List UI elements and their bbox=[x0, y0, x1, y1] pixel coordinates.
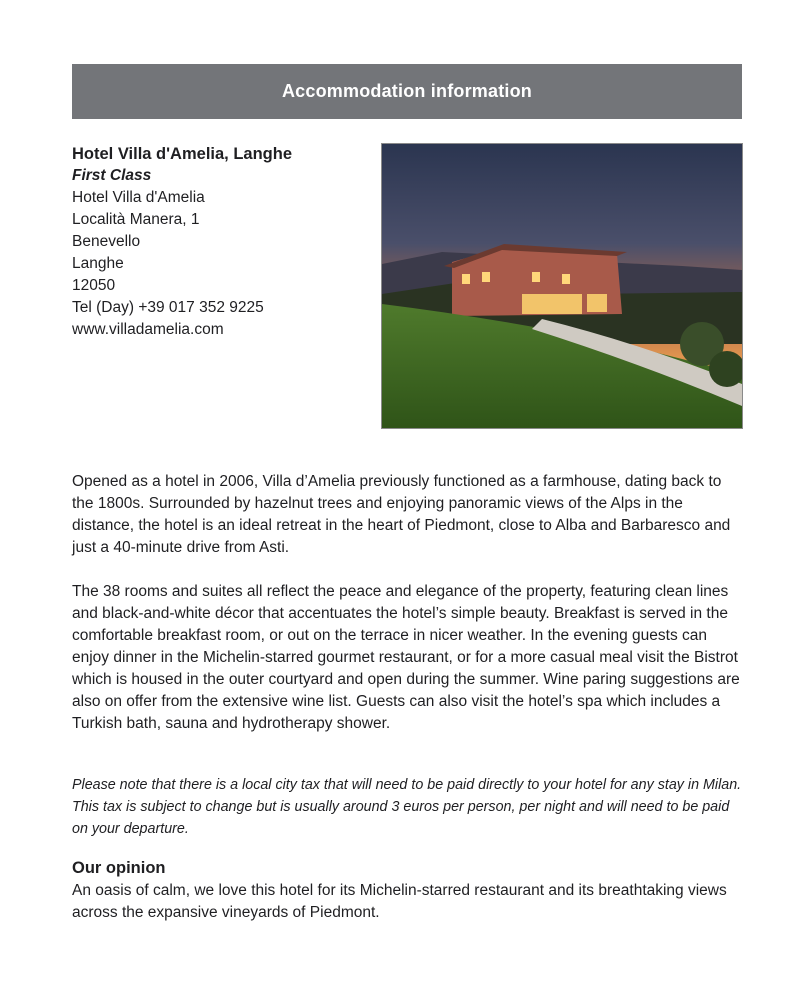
address-line-region: Langhe bbox=[72, 255, 124, 272]
address-line-hotel: Hotel Villa d'Amelia bbox=[72, 189, 205, 206]
section-title: Accommodation information bbox=[281, 81, 532, 101]
address-line-street: Località Manera, 1 bbox=[72, 211, 200, 228]
telephone: Tel (Day) +39 017 352 9225 bbox=[72, 299, 264, 316]
address-line-town: Benevello bbox=[72, 233, 141, 250]
opinion-text: An oasis of calm, we love this hotel for its Michelin-starred restaurant and its breathtaking views across the expansive vineyards of Piedmont. bbox=[72, 882, 727, 921]
hotel-photo bbox=[381, 143, 743, 429]
opinion-heading: Our opinion bbox=[72, 859, 166, 877]
hotel-contact-block bbox=[72, 143, 372, 341]
website-link[interactable]: www.villadamelia.com bbox=[72, 321, 224, 338]
hotel-class: First Class bbox=[72, 167, 152, 184]
city-tax-note: Please note that there is a local city tax that will need to be paid directly to your hotel for any stay in Milan. This tax is subject to change but is usually around 3 euros per person, per night and will need to be paid on your departure. bbox=[72, 777, 742, 837]
description-paragraph-2: The 38 rooms and suites all reflect the peace and elegance of the property, featuring clean lines and black-and-white décor that accentuates the hotel’s simple beauty. Breakfast is served in the comfortable breakfast room, or out on the terrace in nicer weather. In the evening guests can enjoy dinner in the Michelin-starred gourmet restaurant, or for a more casual meal visit the Bistrot which is housed in the outer courtyard and open during the summer. Wine paring suggestions are also on offer from the extensive wine list. Guests can also visit the hotel’s spa which includes a Turkish bath, sauna and hydrotherapy shower. bbox=[72, 583, 740, 732]
hotel-name: Hotel Villa d'Amelia, Langhe bbox=[72, 145, 293, 163]
description-paragraph-1: Opened as a hotel in 2006, Villa d’Amelia previously functioned as a farmhouse, dating back to the 1800s. Surrounded by hazelnut trees and enjoying panoramic views of the Alps in the distance, the hotel is an ideal retreat in the heart of Piedmont, close to Alba and Barbaresco and just a 40-minute drive from Asti. bbox=[72, 473, 731, 556]
address-line-postcode: 12050 bbox=[72, 277, 116, 294]
section-header bbox=[72, 64, 742, 119]
